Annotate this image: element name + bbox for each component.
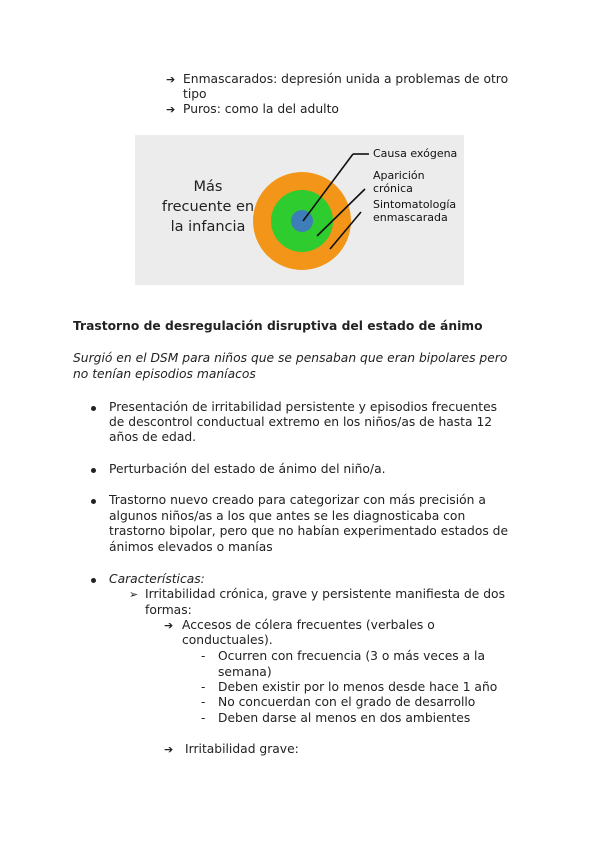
bullet-3-line-1: Trastorno nuevo creado para categorizar con más precisión a: [109, 493, 486, 507]
sub1-line-1: Irritabilidad crónica, grave y persistente manifiesta de dos: [145, 587, 505, 601]
arrow-icon: ➔: [166, 73, 176, 86]
triangle-arrow-icon: ➢: [129, 588, 139, 601]
bullet-3-line-4: ánimos elevados o manías: [109, 540, 273, 554]
dash-icon: -: [201, 711, 206, 725]
arrow-icon: ➔: [166, 103, 176, 116]
bullet-dot: [91, 468, 96, 473]
figure-left-text-3: la infancia: [170, 219, 246, 235]
bullet-3-line-2: algunos niños/as a los que antes se les diagnosticaba con: [109, 509, 466, 523]
intro-line-1: Enmascarados: depresión unida a problemas de otro: [183, 72, 509, 86]
section-title: Trastorno de desregulación disruptiva del estado de ánimo: [73, 319, 483, 333]
intro-line-2: Puros: como la del adulto: [183, 102, 339, 116]
bullet-dot: [91, 406, 96, 411]
intro-line-1-cont: tipo: [183, 87, 207, 101]
dash-1-line-1: Ocurren con frecuencia (3 o más veces a la: [218, 649, 486, 663]
label-enmascarada: enmascarada: [373, 211, 448, 224]
dash-icon: -: [201, 680, 206, 694]
bullet-2-line-1: Perturbación del estado de ánimo del niño/a.: [109, 462, 386, 476]
section-intro-2: no tenían episodios maníacos: [73, 367, 256, 381]
bullet-1-line-3: años de edad.: [109, 430, 197, 444]
bullet-4-line-1: Características:: [109, 572, 205, 586]
dash-2-line-1: Deben existir por lo menos desde hace 1 año: [218, 680, 498, 694]
section-intro-1: Surgió en el DSM para niños que se pensaban que eran bipolares pero: [73, 351, 508, 365]
concentric-circles-figure: [135, 135, 464, 285]
dash-4-line-1: Deben darse al menos en dos ambientes: [218, 711, 471, 725]
dash-1-line-2: semana): [218, 665, 272, 679]
dash-icon: -: [201, 649, 206, 663]
label-aparicion: Aparición: [373, 169, 425, 182]
label-sintomatologia: Sintomatología: [373, 198, 457, 211]
dash-3-line-1: No concuerdan con el grado de desarrollo: [218, 695, 476, 709]
label-causa-exogena: Causa exógena: [373, 147, 458, 160]
bullet-dot: [91, 499, 96, 504]
bullet-1-line-2: de descontrol conductual extremo en los niños/as de hasta 12: [109, 415, 493, 429]
sub1a-line-2: conductuales).: [182, 633, 273, 647]
bullet-dot: [91, 578, 96, 583]
figure-left-text-1: Más: [193, 179, 223, 195]
figure-left-text-2: frecuente en: [161, 199, 255, 215]
label-cronica: crónica: [373, 182, 413, 195]
sub1a-line-1: Accesos de cólera frecuentes (verbales o: [182, 618, 435, 632]
arrow-icon: ➔: [164, 743, 174, 756]
bullet-3-line-3: trastorno bipolar, pero que no habían experimentado estados de: [109, 524, 509, 538]
sub1b-line-1: Irritabilidad grave:: [185, 742, 299, 756]
arrow-icon: ➔: [164, 619, 174, 632]
sub1-line-2: formas:: [145, 603, 192, 617]
bullet-1-line-1: Presentación de irritabilidad persistente y episodios frecuentes: [109, 400, 498, 414]
dash-icon: -: [201, 695, 206, 709]
